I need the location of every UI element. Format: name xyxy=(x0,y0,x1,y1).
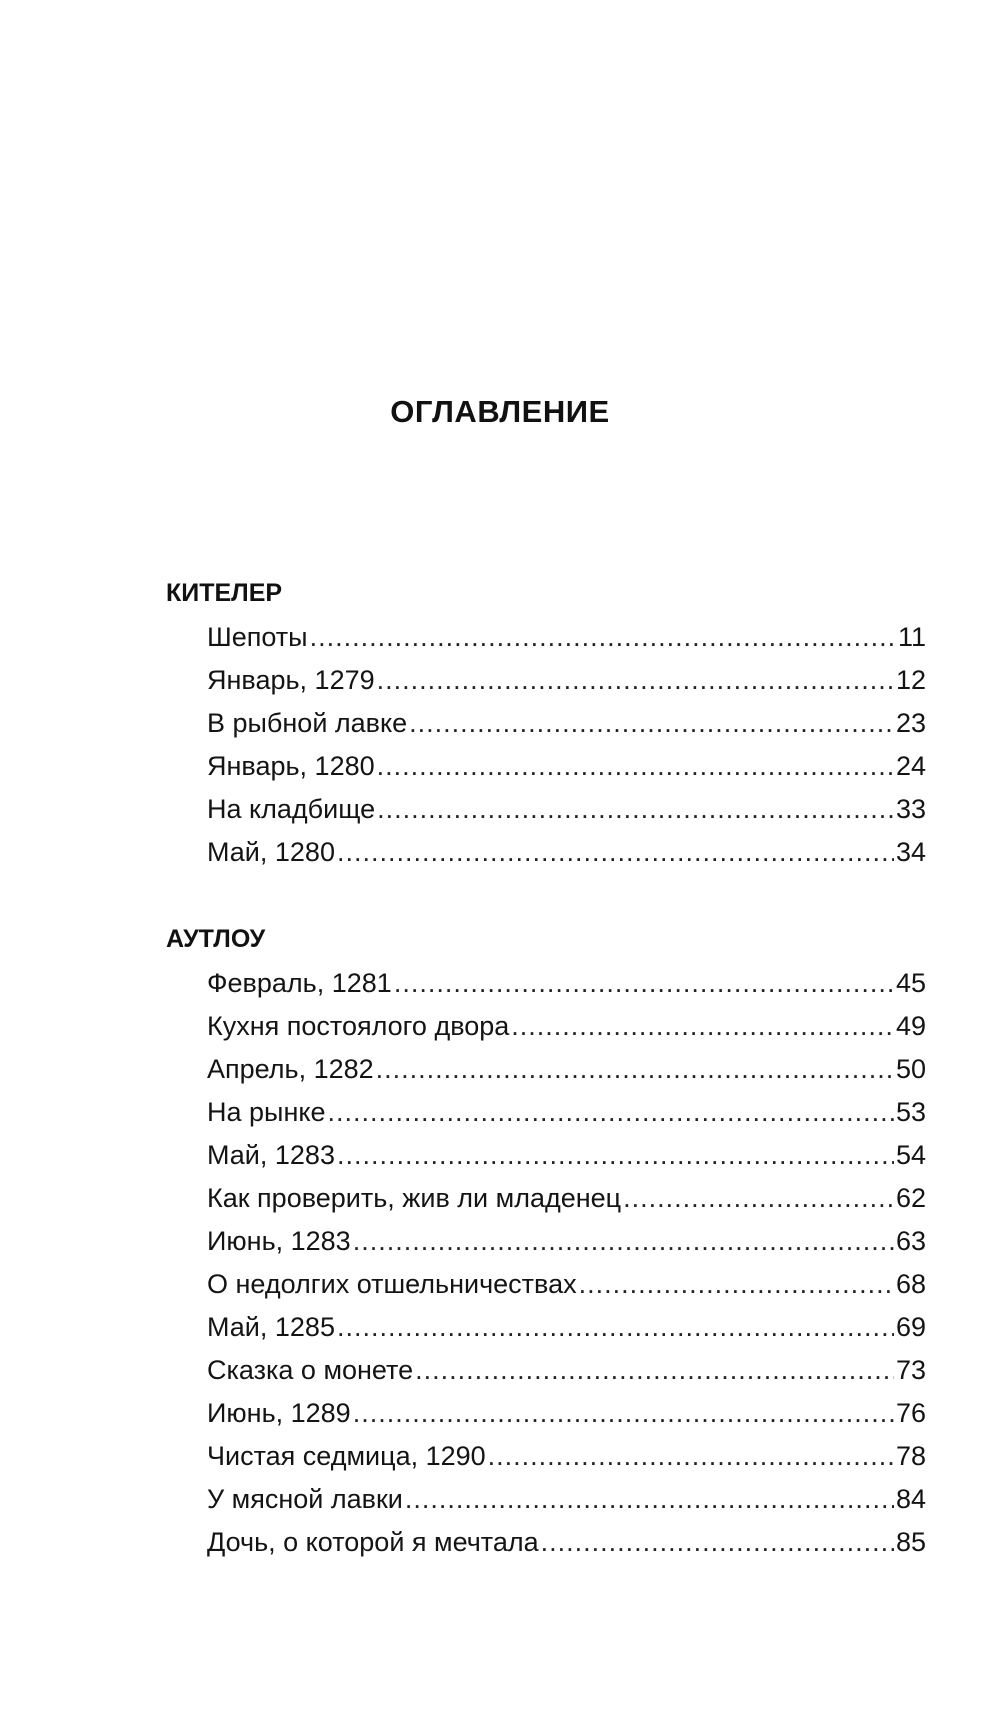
toc-entry[interactable] xyxy=(166,1177,926,1220)
toc-entry-page: 53 xyxy=(895,1097,926,1127)
toc-entry-title: Шепоты xyxy=(207,622,308,652)
toc-entry-page: 63 xyxy=(895,1226,926,1256)
toc-entry-title: На кладбище xyxy=(207,794,376,824)
dot-leader xyxy=(488,1435,894,1478)
toc-entry[interactable] xyxy=(166,831,926,874)
section-heading: АУТЛОУ xyxy=(166,925,266,953)
toc-entry[interactable] xyxy=(166,1048,926,1091)
dot-leader xyxy=(353,1392,894,1435)
toc-entry[interactable] xyxy=(166,1263,926,1306)
toc-entry-title: Как проверить, жив ли младенец xyxy=(207,1183,622,1213)
toc-entry-page: 11 xyxy=(897,622,926,652)
toc-entry[interactable] xyxy=(166,1005,926,1048)
toc-entry[interactable] xyxy=(166,745,926,788)
dot-leader xyxy=(337,1134,894,1177)
toc-entry-page: 85 xyxy=(895,1527,926,1557)
toc-entry-page: 24 xyxy=(895,751,926,781)
dot-leader xyxy=(415,1349,894,1392)
toc-entry[interactable] xyxy=(166,1478,926,1521)
toc-entry[interactable] xyxy=(166,1306,926,1349)
toc-entry-title: Февраль, 1281 xyxy=(207,968,392,998)
toc-entry[interactable] xyxy=(166,1392,926,1435)
toc-entry-title: О недолгих отшельничествах xyxy=(207,1269,577,1299)
toc-entry-title: Июнь, 1283 xyxy=(207,1226,351,1256)
toc-entry-page: 69 xyxy=(895,1312,926,1342)
toc-entry-page: 78 xyxy=(895,1441,926,1471)
toc-entry[interactable] xyxy=(166,1521,926,1564)
dot-leader xyxy=(337,831,894,874)
toc-entry-page: 12 xyxy=(895,665,926,695)
dot-leader xyxy=(310,616,896,659)
toc-entry-title: Чистая седмица, 1290 xyxy=(207,1441,486,1471)
toc-entry-title: Май, 1285 xyxy=(207,1312,335,1342)
toc-entry-title: Сказка о монете xyxy=(207,1355,414,1385)
dot-leader xyxy=(377,745,894,788)
toc-entry-page: 45 xyxy=(895,968,926,998)
dot-leader xyxy=(327,1091,893,1134)
toc-entry-page: 54 xyxy=(895,1140,926,1170)
dot-leader xyxy=(337,1306,894,1349)
dot-leader xyxy=(579,1263,894,1306)
toc-entry-page: 84 xyxy=(895,1484,926,1514)
toc-entry-title: На рынке xyxy=(207,1097,326,1127)
toc-entry-page: 68 xyxy=(895,1269,926,1299)
toc-entry-page: 62 xyxy=(895,1183,926,1213)
toc-list xyxy=(166,962,926,1564)
toc-entry-page: 49 xyxy=(895,1011,926,1041)
toc-entry-title: Июнь, 1289 xyxy=(207,1398,351,1428)
toc-entry-page: 50 xyxy=(895,1054,926,1084)
dot-leader xyxy=(377,659,894,702)
toc-entry[interactable] xyxy=(166,962,926,1005)
page-title: ОГЛАВЛЕНИЕ xyxy=(390,394,610,429)
toc-entry[interactable] xyxy=(166,702,926,745)
toc-entry-title: Январь, 1279 xyxy=(207,665,375,695)
toc-entry-title: Дочь, о которой я мечтала xyxy=(207,1527,539,1557)
dot-leader xyxy=(353,1220,894,1263)
toc-entry-title: Апрель, 1282 xyxy=(207,1054,374,1084)
toc-entry[interactable] xyxy=(166,1435,926,1478)
toc-entry-page: 73 xyxy=(895,1355,926,1385)
section-heading: КИТЕЛЕР xyxy=(166,579,283,607)
toc-entry-title: Май, 1280 xyxy=(207,837,335,867)
dot-leader xyxy=(376,1048,894,1091)
toc-section-kiteler xyxy=(166,574,926,874)
toc-entry-page: 33 xyxy=(895,794,926,824)
toc-entry[interactable] xyxy=(166,1134,926,1177)
toc-entry-title: Май, 1283 xyxy=(207,1140,335,1170)
toc-entry-page: 23 xyxy=(895,708,926,738)
dot-leader xyxy=(623,1177,894,1220)
dot-leader xyxy=(377,788,894,831)
toc-entry[interactable] xyxy=(166,1091,926,1134)
toc-entry[interactable] xyxy=(166,659,926,702)
toc-entry-page: 76 xyxy=(895,1398,926,1428)
dot-leader xyxy=(409,702,894,745)
toc-list xyxy=(166,616,926,874)
toc-entry-title: Январь, 1280 xyxy=(207,751,375,781)
toc-entry[interactable] xyxy=(166,788,926,831)
toc-entry-title: В рыбной лавке xyxy=(207,708,408,738)
dot-leader xyxy=(405,1478,894,1521)
toc-entry[interactable] xyxy=(166,616,926,659)
dot-leader xyxy=(394,962,894,1005)
toc-entry[interactable] xyxy=(166,1220,926,1263)
toc-entry-page: 34 xyxy=(895,837,926,867)
toc-entry-title: У мясной лавки xyxy=(207,1484,403,1514)
toc-section-autlou xyxy=(166,920,926,1564)
toc-entry[interactable] xyxy=(166,1349,926,1392)
toc-entry-title: Кухня постоялого двора xyxy=(207,1011,510,1041)
dot-leader xyxy=(541,1521,894,1564)
dot-leader xyxy=(511,1005,894,1048)
